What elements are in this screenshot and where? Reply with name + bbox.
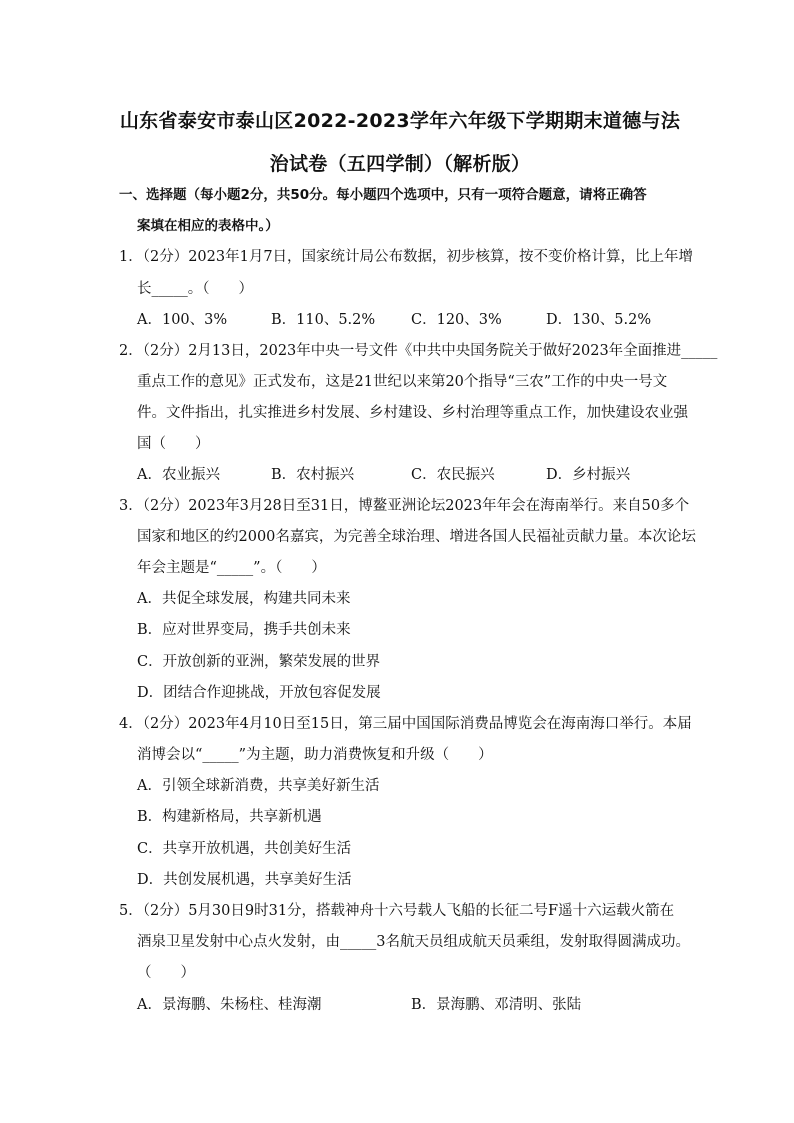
question-5-line-2: 酒泉卫星发射中心点火发射，由_____3名航天员组成航天员乘组，发射取得圆满成功。 — [137, 934, 690, 950]
question-5-option-b: B．景海鹏、邓清明、张陆 — [411, 997, 582, 1013]
question-1-line-1: 1．（2分）2023年1月7日，国家统计局公布数据，初步核算，按不变价格计算，比上年增 — [119, 249, 694, 265]
question-3-line-2: 国家和地区的约2000名嘉宾，为完善全球治理、增进各国人民福祉贡献力量。本次论坛 — [137, 529, 696, 545]
question-1-option-d: D．130、5.2% — [546, 312, 652, 328]
question-3-option-a: A．共促全球发展，构建共同未来 — [137, 591, 351, 607]
question-1-option-c: C．120、3% — [411, 312, 502, 328]
question-2-option-c: C．农民振兴 — [411, 467, 495, 483]
question-3-option-b: B．应对世界变局，携手共创未来 — [137, 622, 351, 638]
question-5-line-1: 5．（2分）5月30日9时31分，搭载神舟十六号载人飞船的长征二号F遥十六运载火箭在 — [119, 903, 675, 919]
question-2-option-b: B．农村振兴 — [271, 467, 355, 483]
question-2-option-d: D．乡村振兴 — [546, 467, 631, 483]
document-title-line-2: 治试卷（五四学制）（解析版） — [269, 153, 531, 175]
question-2-line-2: 重点工作的意见》正式发布，这是21世纪以来第20个指导“三农”工作的中央一号文 — [137, 374, 668, 390]
document-title-line-1: 山东省泰安市泰山区2022-2023学年六年级下学期期末道德与法 — [119, 110, 681, 132]
question-4-line-2: 消博会以“_____”为主题，助力消费恢复和升级（ ） — [137, 747, 493, 763]
question-1-option-b: B．110、5.2% — [271, 312, 376, 328]
question-4-option-c: C．共享开放机遇，共创美好生活 — [137, 841, 352, 857]
question-1-option-a: A．100、3% — [137, 312, 228, 328]
question-4-option-a: A．引领全球新消费，共享美好新生活 — [137, 778, 380, 794]
question-2-line-4: 国（ ） — [137, 436, 210, 452]
question-5-line-3: （ ） — [137, 965, 195, 981]
question-4-line-1: 4．（2分）2023年4月10日至15日，第三届中国国际消费品博览会在海南海口举行。本届 — [119, 716, 692, 732]
question-2-line-3: 件。文件指出，扎实推进乡村发展、乡村建设、乡村治理等重点工作，加快建设农业强 — [137, 405, 688, 421]
question-2-line-1: 2．（2分）2月13日，2023年中央一号文件《中共中央国务院关于做好2023年全面推进_____ — [119, 343, 718, 359]
question-3-line-1: 3．（2分）2023年3月28日至31日，博鳌亚洲论坛2023年年会在海南举行。来自50多个 — [119, 498, 690, 514]
question-2-option-a: A．农业振兴 — [137, 467, 220, 483]
question-5-option-a: A．景海鹏、朱杨柱、桂海潮 — [137, 997, 322, 1013]
question-4-option-d: D．共创发展机遇，共享美好生活 — [137, 872, 352, 888]
section-heading-line-1: 一、选择题（每小题2分，共50分。每小题四个选项中，只有一项符合题意，请将正确答 — [119, 187, 647, 203]
question-3-option-d: D．团结合作迎挑战，开放包容促发展 — [137, 685, 381, 701]
question-4-option-b: B．构建新格局，共享新机遇 — [137, 809, 322, 825]
section-heading-line-2: 案填在相应的表格中。） — [137, 218, 279, 234]
question-3-line-3: 年会主题是“_____”。（ ） — [137, 560, 326, 576]
question-1-line-2: 长_____。（ ） — [137, 281, 253, 297]
question-3-option-c: C．开放创新的亚洲，繁荣发展的世界 — [137, 654, 381, 670]
